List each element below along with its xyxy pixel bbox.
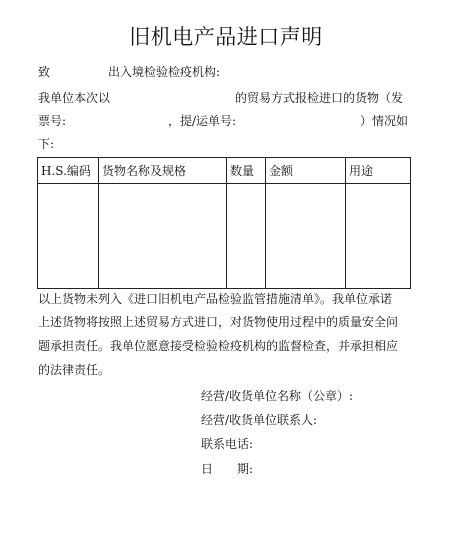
- signature-date-label: 日 期:: [201, 462, 254, 476]
- header-quantity: 数量: [227, 158, 266, 184]
- table-header-row: [38, 158, 411, 184]
- signature-company-label: 经营/收货单位名称（公章）:: [201, 389, 354, 403]
- table-row: [38, 184, 411, 289]
- addressee-agency: 出入境检验检疫机构:: [108, 65, 221, 79]
- signature-phone-label: 联系电话:: [201, 437, 254, 451]
- addressee-to: 致: [38, 65, 51, 79]
- cell-hs-code[interactable]: [38, 184, 99, 289]
- header-purpose: 用途: [346, 158, 411, 184]
- cell-goods-name[interactable]: [99, 184, 227, 289]
- header-amount: 金额: [266, 158, 346, 184]
- goods-table: [37, 157, 411, 289]
- cell-purpose[interactable]: [346, 184, 411, 289]
- header-hs-code: H.S.编码: [38, 158, 99, 184]
- declaration-line-1: 以上货物未列入《进口旧机电产品检验监管措施清单》。我单位承诺: [38, 292, 393, 306]
- signature-contact-label: 经营/收货单位联系人:: [201, 413, 318, 427]
- statement-line1-end: 的贸易方式报检进口的货物（发: [235, 91, 404, 105]
- declaration-line-2: 上述货物将按照上述贸易方式进口，对货物使用过程中的质量安全问: [38, 315, 399, 329]
- header-goods-name: 货物名称及规格: [99, 158, 227, 184]
- statement-line2-end: ）情况如: [360, 114, 409, 128]
- statement-line1-start: 我单位本次以: [38, 91, 111, 105]
- declaration-line-4: 的法律责任。: [38, 363, 111, 377]
- statement-line3: 下:: [38, 137, 55, 151]
- statement-bill-label: ，提/运单号:: [168, 114, 237, 128]
- statement-invoice-label: 票号:: [38, 114, 67, 128]
- cell-amount[interactable]: [266, 184, 346, 289]
- cell-quantity[interactable]: [227, 184, 266, 289]
- declaration-line-3: 题承担责任。我单位愿意接受检验检疫机构的监督检查，并承担相应: [38, 339, 399, 353]
- document-title: 旧机电产品进口声明: [129, 25, 323, 49]
